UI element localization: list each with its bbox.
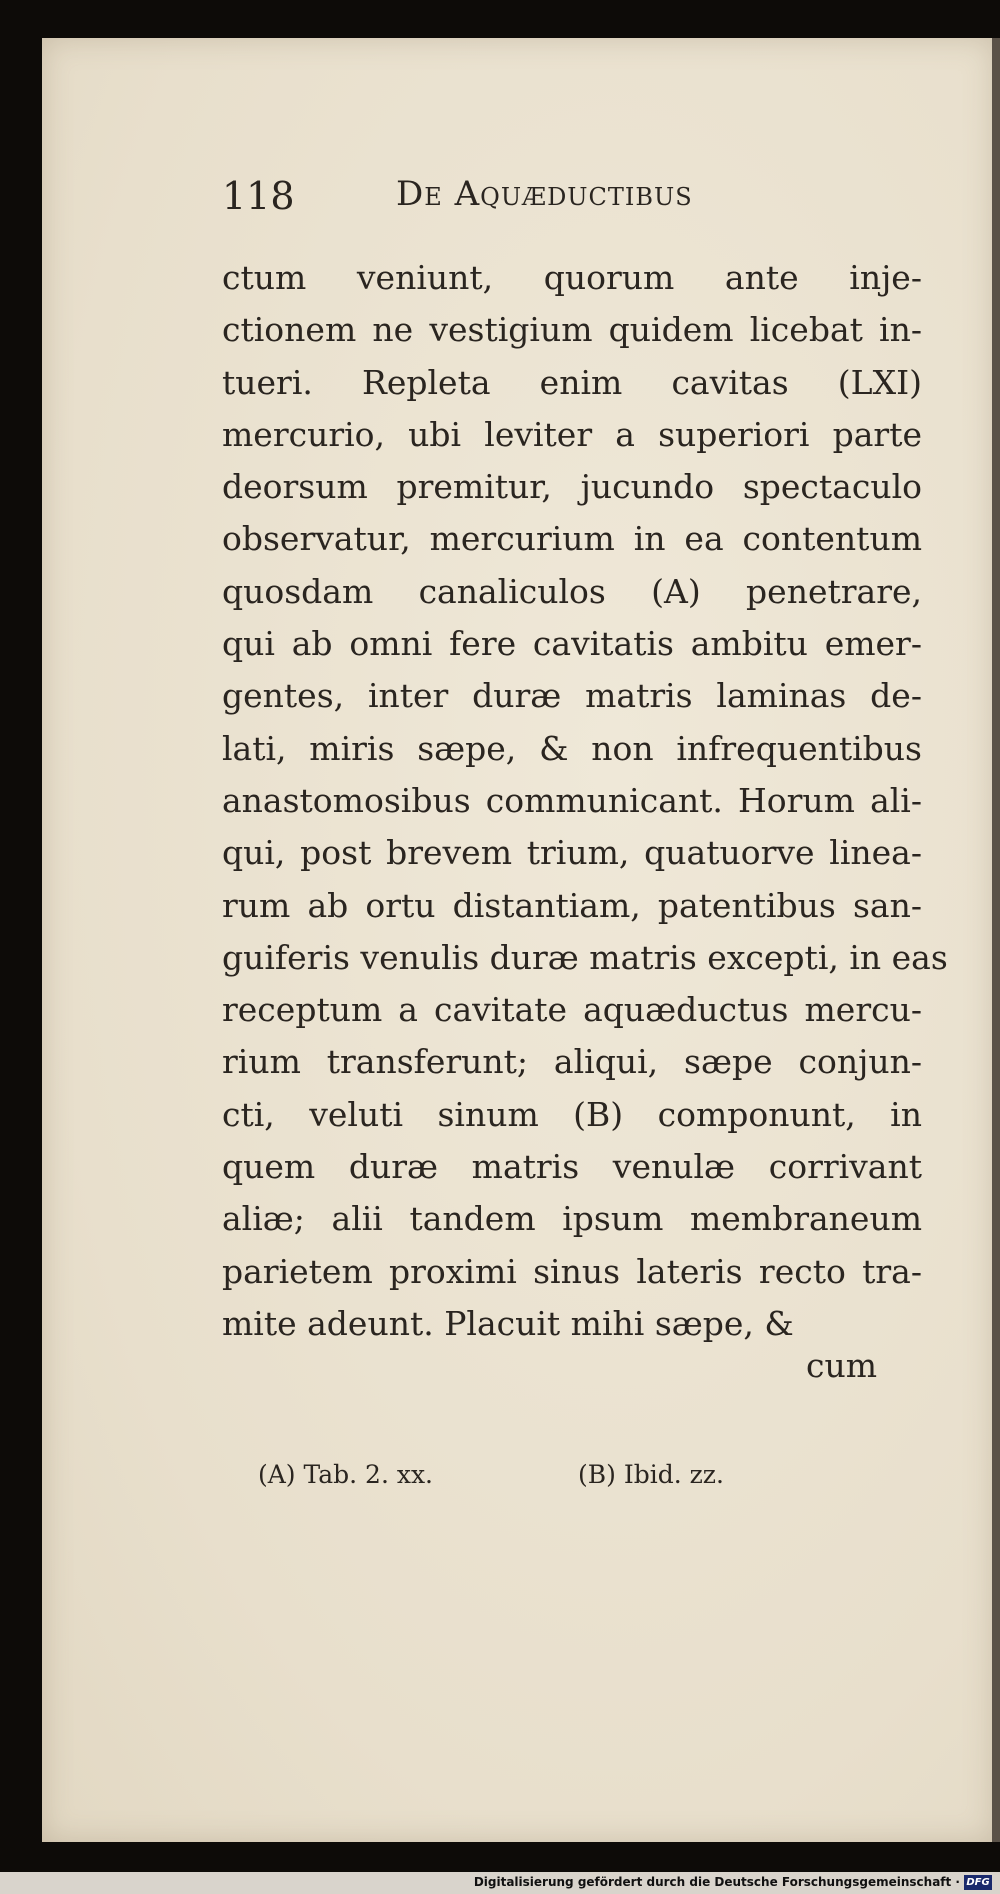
text-line: guiferis venulis duræ matris excepti, in eas: [222, 937, 948, 977]
text-line: ctum veniunt, quorum ante inje-: [222, 258, 922, 297]
footnote: (A) Tab. 2. xx.: [258, 1460, 433, 1489]
text-line: quem duræ matris venulæ corrivant: [222, 1147, 922, 1187]
page-number: 118: [222, 174, 295, 218]
body-text: [222, 252, 948, 1350]
running-head: De Aquæductibus: [396, 174, 693, 214]
text-line: ctionem ne vestigium quidem licebat in-: [222, 310, 922, 350]
text-line: gentes, inter duræ matris laminas de-: [222, 676, 922, 716]
text-line: qui, post brevem trium, quatuorve linea-: [222, 833, 922, 873]
dfg-logo: DFG: [964, 1875, 992, 1890]
text-line: rum ab ortu distantiam, patentibus san-: [222, 885, 922, 925]
text-line: aliæ; alii tandem ipsum membraneum: [222, 1199, 922, 1239]
text-line: observatur, mercurium in ea contentum: [222, 519, 922, 559]
text-line: qui ab omni fere cavitatis ambitu emer-: [222, 624, 922, 664]
text-line: mite adeunt. Placuit mihi sæpe, &: [222, 1303, 794, 1343]
text-line: quosdam canaliculos (A) penetrare,: [222, 571, 922, 611]
catchword: cum: [806, 1346, 878, 1385]
text-line: anastomosibus communicant. Horum ali-: [222, 780, 922, 820]
digitization-credit: Digitalisierung gefördert durch die Deutsche Forschungsgemeinschaft ·: [473, 1875, 960, 1889]
text-line: parietem proximi sinus lateris recto tra-: [222, 1251, 922, 1291]
text-line: rium transferunt; aliqui, sæpe conjun-: [222, 1042, 922, 1082]
text-line: tueri. Repleta enim cavitas (LXI): [222, 362, 922, 402]
text-line: deorsum premitur, jucundo spectaculo: [222, 467, 922, 507]
page-edge: [992, 38, 1000, 1842]
text-line: mercurio, ubi leviter a superiori parte: [222, 414, 922, 454]
text-line: receptum a cavitate aquæductus mercu-: [222, 990, 922, 1030]
footnote: (B) Ibid. zz.: [578, 1460, 724, 1489]
text-line: lati, miris sæpe, & non infrequentibus: [222, 728, 922, 768]
text-line: cti, veluti sinum (B) componunt, in: [222, 1094, 922, 1134]
